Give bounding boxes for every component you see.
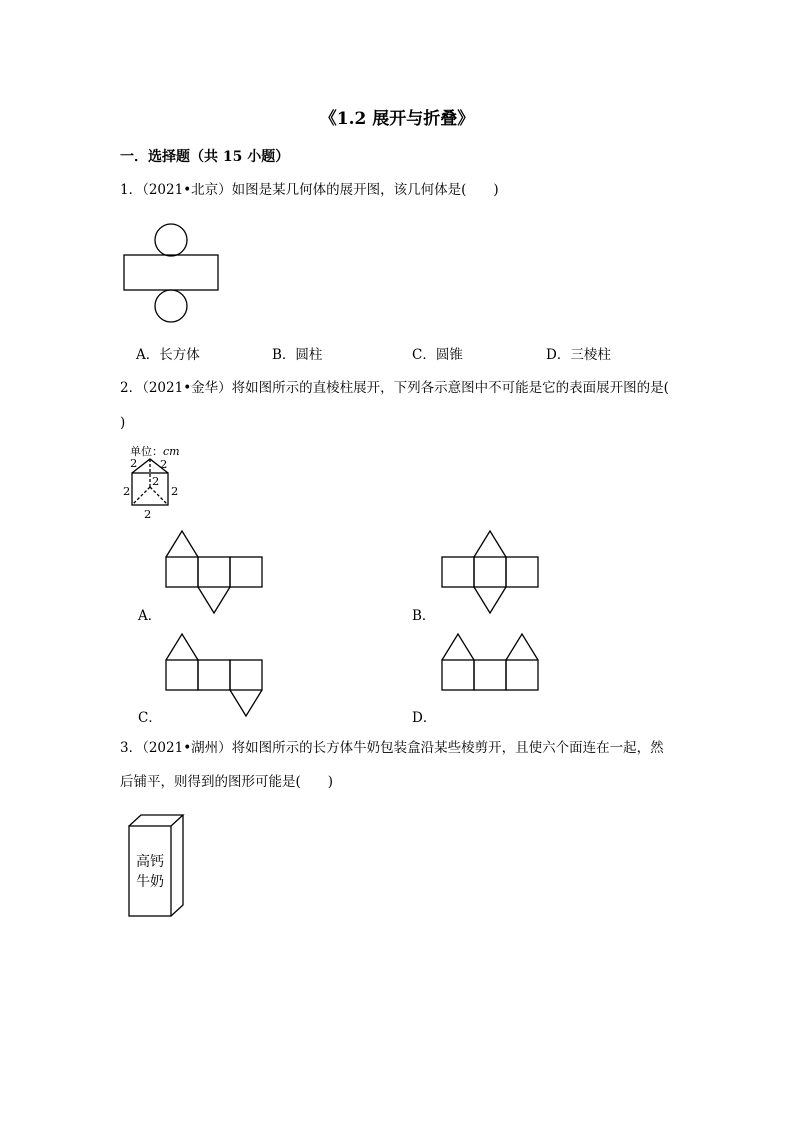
triangular-prism-figure	[118, 455, 188, 521]
question-2-option-c[interactable]: C．	[138, 710, 162, 726]
question-3-stem-line1	[120, 738, 664, 758]
cylinder-net-figure	[120, 220, 224, 330]
question-2-number: 2．	[120, 380, 143, 396]
edge-label-left: 2	[123, 484, 131, 498]
question-2-stem-line2: )	[120, 415, 126, 431]
net-option-c	[160, 628, 270, 720]
net-top-circle	[155, 224, 187, 256]
question-1-option-c[interactable]: C．圆锥	[412, 347, 463, 363]
section-heading: 一．选择题（共 15 小题）	[120, 149, 290, 165]
net-option-b	[436, 525, 546, 617]
net-option-d	[436, 628, 546, 720]
edge-label-bottom: 2	[144, 507, 152, 521]
question-3-number: 3．	[120, 740, 143, 756]
edge-label-right: 2	[171, 484, 179, 498]
edge-label-top-right: 2	[160, 457, 168, 471]
edge-label-top-left: 2	[130, 456, 138, 470]
question-2-option-d[interactable]: D．	[412, 710, 437, 726]
question-3-text: （2021•湖州）将如图所示的长方体牛奶包装盒沿某些棱剪开，且使六个面连在一起，然	[142, 740, 664, 756]
prism-hidden-edge-right	[150, 487, 168, 505]
edge-label-center: 2	[152, 474, 160, 488]
question-2-option-a[interactable]: A．	[138, 608, 162, 624]
question-1-option-a[interactable]: A．长方体	[136, 347, 200, 363]
prism-hidden-edge-left	[132, 487, 150, 505]
net-rectangle	[124, 255, 218, 290]
box-side-face	[171, 815, 183, 916]
question-2-option-b[interactable]: B．	[412, 608, 436, 624]
prism-front-face	[132, 473, 168, 505]
question-1-number: 1．	[120, 182, 143, 198]
question-1-option-b[interactable]: B．圆柱	[272, 347, 323, 363]
unit-label: 单位：cm	[130, 445, 180, 458]
question-1-text: （2021•北京）如图是某几何体的展开图，该几何体是( )	[142, 182, 499, 198]
net-option-a	[160, 525, 270, 617]
question-1-option-d[interactable]: D．三棱柱	[546, 347, 611, 363]
box-label: 高钙 牛奶	[136, 854, 164, 890]
box-top-face	[129, 815, 183, 826]
question-2-text: （2021•金华）将如图所示的直棱柱展开，下列各示意图中不可能是它的表面展开图的是(	[142, 380, 669, 396]
net-bottom-circle	[155, 290, 187, 322]
question-2-stem-line1	[120, 378, 669, 398]
question-1-stem	[120, 180, 499, 200]
page-title: 《1.2 展开与折叠》	[319, 109, 475, 129]
question-3-stem-line2: 后铺平，则得到的图形可能是( )	[120, 774, 334, 790]
